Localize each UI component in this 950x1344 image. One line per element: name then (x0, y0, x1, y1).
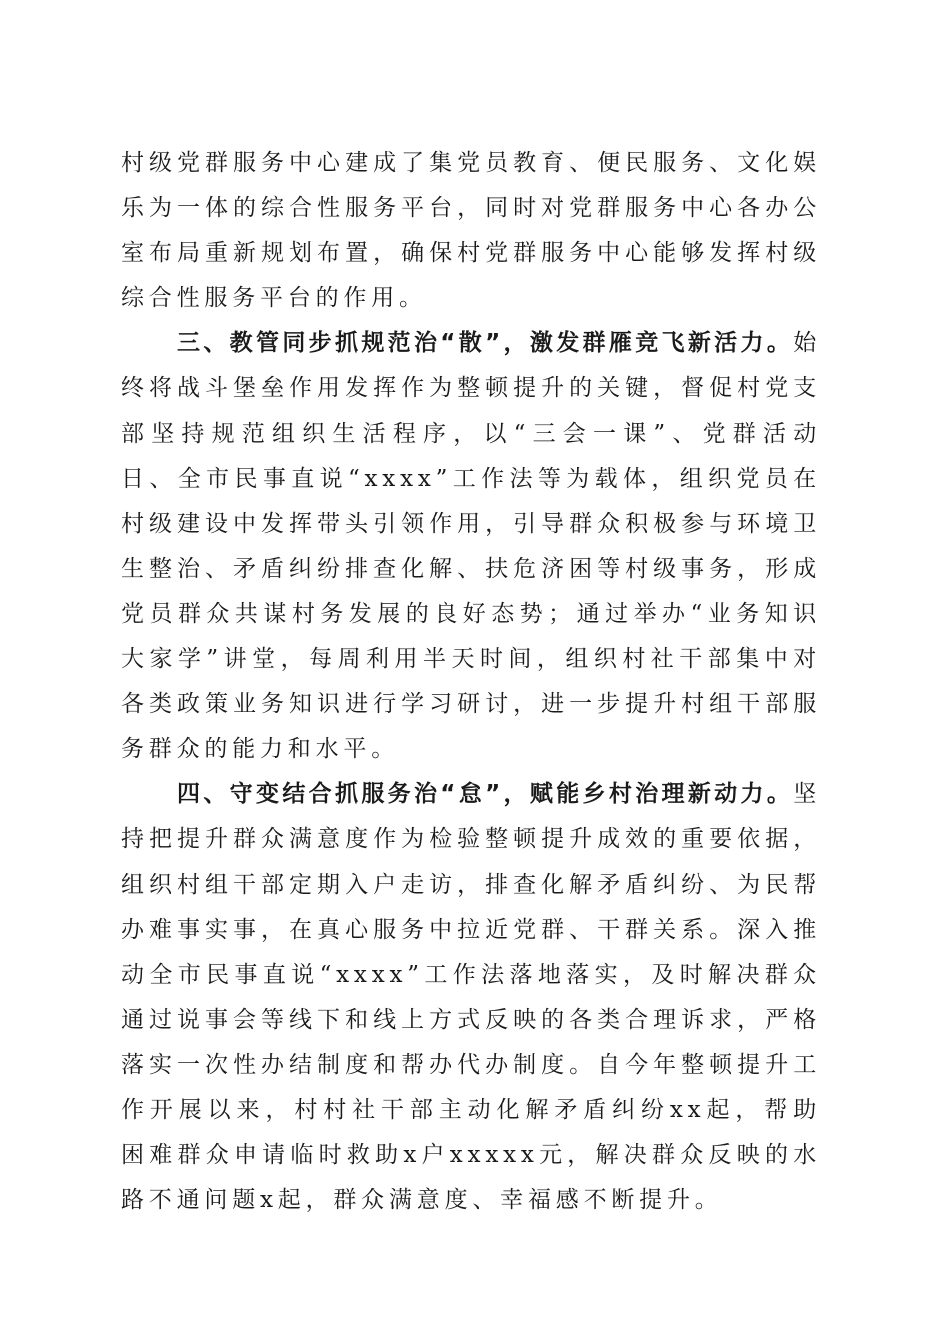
paragraph-service-center (121, 141, 821, 321)
document-body (121, 141, 821, 1223)
section-three-heading: 三、教管同步抓规范治“散”，激发群雁竞飞新活力。 (177, 330, 794, 357)
section-four-heading: 四、守变结合抓服务治“怠”，赋能乡村治理新动力。 (177, 781, 794, 808)
section-four-text: 坚持把提升群众满意度作为检验整顿提升成效的重要依据，组织村组干部定期入户走访，排查化解矛盾纠纷、为民帮办难事实事，在真心服务中拉近党群、干群关系。深入推动全市民事直说“xxxx”工作法落地落实，及时解决群众通过说事会等线下和线上方式反映的各类合理诉求，严格落实一次性办结制度和帮办代办制度。自今年整顿提升工作开展以来，村村社干部主动化解矛盾纠纷xx起，帮助困难群众申请临时救助x户xxxxx元，解决群众反映的水路不通问题x起，群众满意度、幸福感不断提升。 (121, 781, 821, 1214)
paragraph-section-four (121, 772, 821, 1223)
section-three-text: 始终将战斗堡垒作用发挥作为整顿提升的关键，督促村党支部坚持规范组织生活程序，以“三会一课”、党群活动日、全市民事直说“xxxx”工作法等为载体，组织党员在村级建设中发挥带头引领作用，引导群众积极参与环境卫生整治、矛盾纠纷排查化解、扶危济困等村级事务，形成党员群众共谋村务发展的良好态势；通过举办“业务知识大家学”讲堂，每周利用半天时间，组织村社干部集中对各类政策业务知识进行学习研讨，进一步提升村组干部服务群众的能力和水平。 (121, 330, 821, 763)
paragraph-section-three (121, 321, 821, 772)
paragraph-text: 村级党群服务中心建成了集党员教育、便民服务、文化娱乐为一体的综合性服务平台，同时对党群服务中心各办公室布局重新规划布置，确保村党群服务中心能够发挥村级综合性服务平台的作用。 (121, 150, 821, 312)
